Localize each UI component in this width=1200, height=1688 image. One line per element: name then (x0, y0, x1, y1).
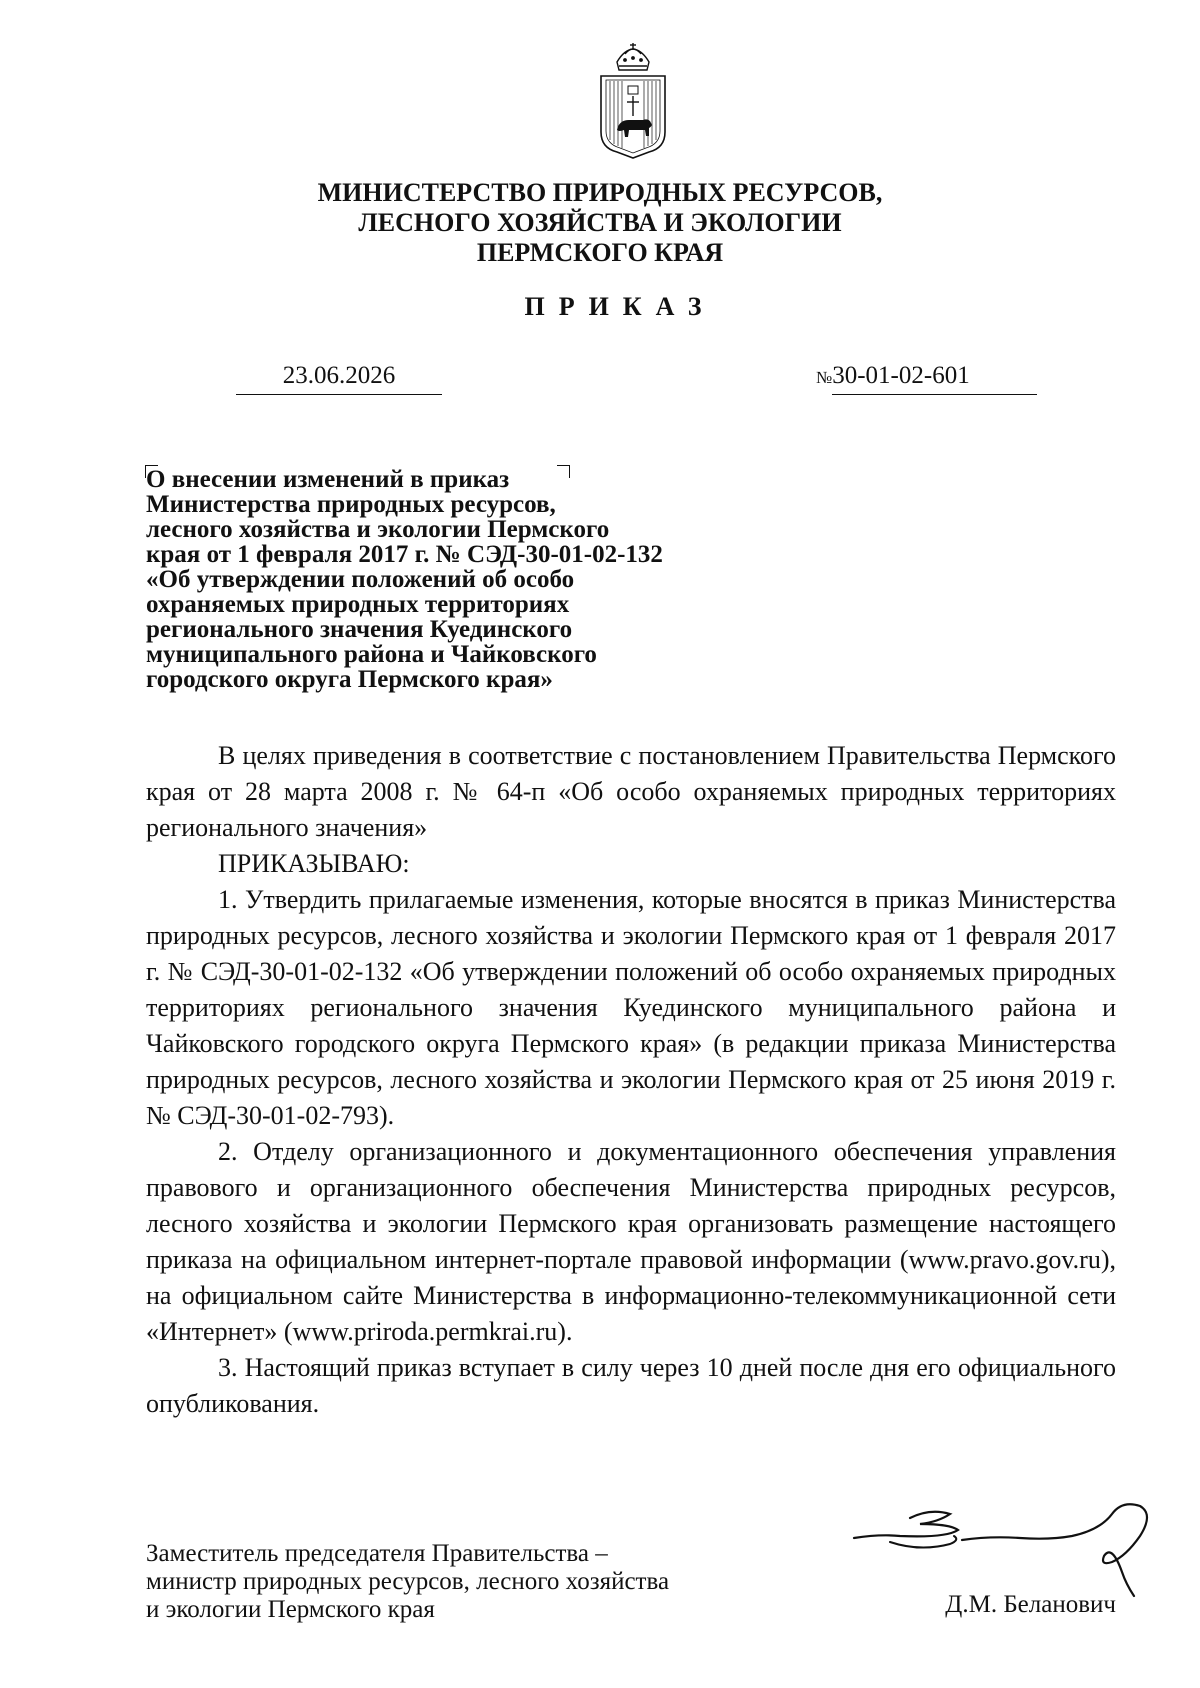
crown-icon (617, 43, 649, 70)
subject-line: края от 1 февраля 2017 г. № СЭД-30-01-02-132 (146, 541, 663, 568)
coat-of-arms-emblem (595, 40, 671, 160)
signatory-title-line: Заместитель председателя Правительства – (146, 1540, 608, 1567)
handwritten-signature (850, 1500, 1160, 1600)
signatory-title-line: и экологии Пермского края (146, 1596, 435, 1623)
order-word: ПРИКАЗЫВАЮ: (218, 849, 410, 878)
subject-line: Министерства природных ресурсов, (146, 491, 556, 518)
ministry-line: ЛЕСНОГО ХОЗЯЙСТВА И ЭКОЛОГИИ (358, 208, 842, 237)
document-subject (146, 467, 746, 692)
order-item-3: 3. Настоящий приказ вступает в силу через 10 дней после дня его официального опубликования. (146, 1353, 1116, 1418)
subject-line: лесного хозяйства и экологии Пермского (146, 516, 610, 543)
signatory-title (146, 1540, 786, 1624)
document-date: 23.06.2026 (236, 360, 442, 395)
number-sign: № (816, 368, 833, 387)
document-type-title: ПРИКАЗ (524, 292, 716, 321)
document-body (146, 738, 1116, 1422)
preamble-paragraph: В целях приведения в соответствие с постановлением Правительства Пермского края от 28 марта 2008 г. № 64-п «Об особо охраняемых природных территориях регионального значения» (146, 741, 1116, 842)
subject-line: городского округа Пермского края» (146, 666, 553, 693)
ministry-line: ПЕРМСКОГО КРАЯ (476, 238, 724, 267)
subject-line: охраняемых природных территориях (146, 591, 570, 618)
subject-line: О внесении изменений в приказ (146, 466, 510, 493)
subject-line: муниципального района и Чайковского (146, 641, 597, 668)
shield-icon (601, 76, 665, 158)
order-item-1: 1. Утвердить прилагаемые изменения, которые вносятся в приказ Министерства природных ресурсов, лесного хозяйства и экологии Пермского края от 1 февраля 2017 г. № СЭД-30-01-02-132 «Об утверждении положений об особо охраняемых природных территориях регионального значения Куединского муниципального района и Чайковского городского округа Пермского края» (в редакции приказа Министерства природных ресурсов, лесного хозяйства и экологии Пермского края от 25 июня 2019 г. № СЭД-30-01-02-793). (146, 885, 1116, 1130)
document-number-value: 30-01-02-601 (832, 360, 1037, 395)
signatory-title-line: министр природных ресурсов, лесного хозяйства (146, 1568, 670, 1595)
ministry-name (250, 178, 950, 268)
ministry-line: МИНИСТЕРСТВО ПРИРОДНЫХ РЕСУРСОВ, (317, 178, 883, 207)
subject-line: «Об утверждении положений об особо (146, 566, 575, 593)
signer-name: Д.М. Беланович (945, 1591, 1116, 1618)
document-number (816, 360, 1046, 395)
order-item-2: 2. Отделу организационного и документационного обеспечения управления правового и организационного обеспечения Министерства природных ресурсов, лесного хозяйства и экологии Пермского края организовать размещение настоящего приказа на официальном интернет-портале правовой информации (www.pravo.gov.ru), на официальном сайте Министерства в информационно-телекоммуникационной сети «Интернет» (www.priroda.permkrai.ru). (146, 1137, 1116, 1346)
subject-line: регионального значения Куединского (146, 616, 573, 643)
